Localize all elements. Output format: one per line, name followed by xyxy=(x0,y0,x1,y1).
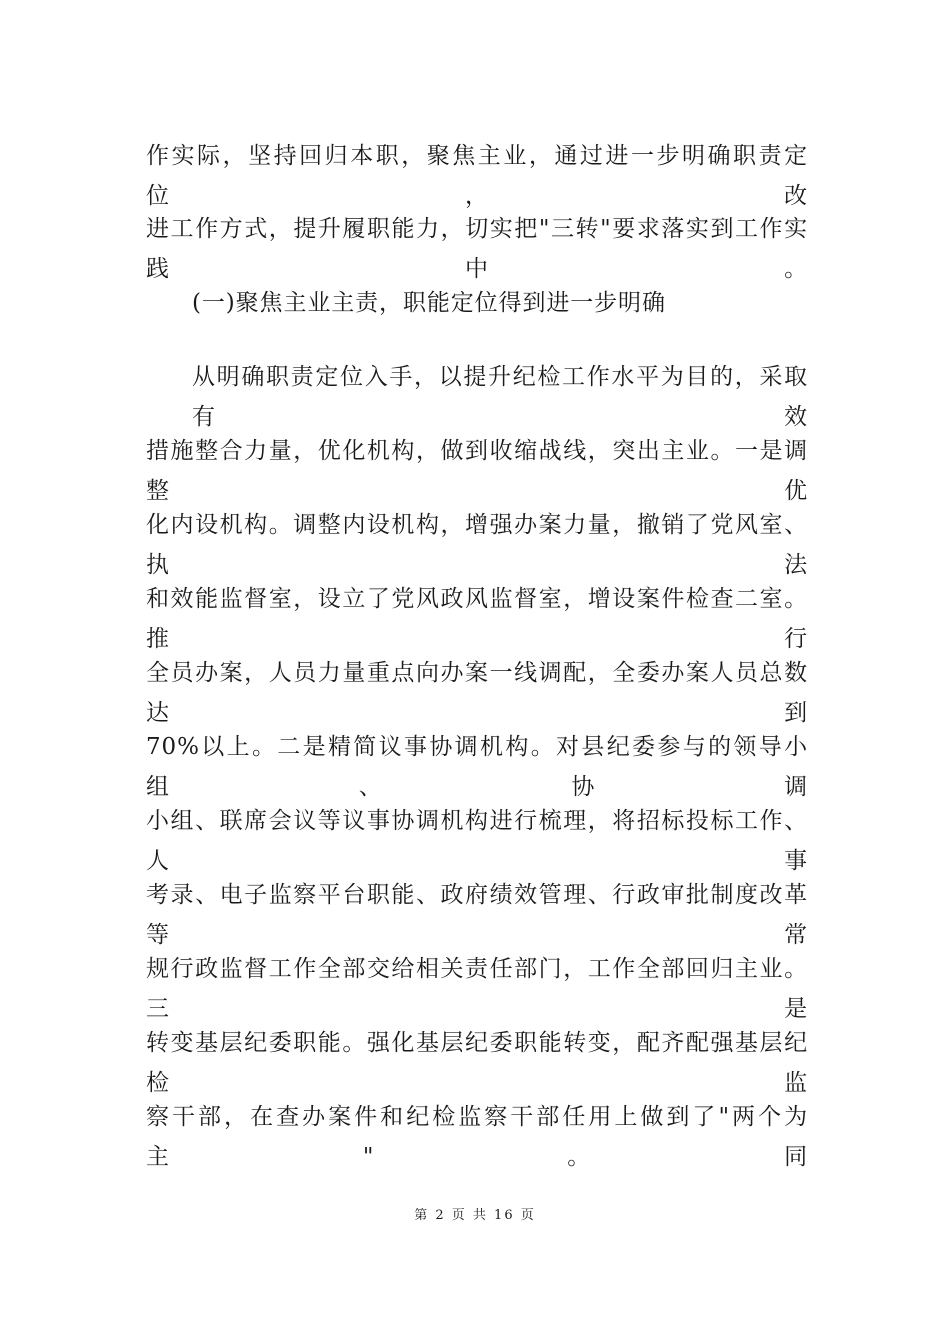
body-text-line: 作实际，坚持回归本职，聚焦主业，通过进一步明确职责定位，改 xyxy=(146,143,808,209)
body-text-line: 考录、电子监察平台职能、政府绩效管理、行政审批制度改革等常 xyxy=(146,882,808,948)
page-number-footer: 第 2 页 共 16 页 xyxy=(414,1208,536,1223)
section-heading: (一)聚焦主业主责，职能定位得到进一步明确 xyxy=(192,290,666,316)
body-text-line: 从明确职责定位入手，以提升纪检工作水平为目的，采取有效 xyxy=(192,364,808,430)
body-text-line: 化内设机构。调整内设机构，增强办案力量，撤销了党风室、执法 xyxy=(146,512,808,578)
body-text-line: 进工作方式，提升履职能力，切实把"三转"要求落实到工作实践中。 xyxy=(146,216,808,282)
body-text-line: 和效能监督室，设立了党风政风监督室，增设案件检查二室。推行 xyxy=(146,586,808,652)
body-text-line: 措施整合力量，优化机构，做到收缩战线，突出主业。一是调整优 xyxy=(146,438,808,504)
body-text-line: 全员办案，人员力量重点向办案一线调配，全委办案人员总数达到 xyxy=(146,660,808,726)
body-text-line: 转变基层纪委职能。强化基层纪委职能转变，配齐配强基层纪检监 xyxy=(146,1030,808,1096)
body-text-line: 察干部，在查办案件和纪检监察干部任用上做到了"两个为主"。同 xyxy=(146,1104,808,1170)
body-text-line: 规行政监督工作全部交给相关责任部门，工作全部回归主业。三是 xyxy=(146,956,808,1022)
body-text-line: 小组、联席会议等议事协调机构进行梳理，将招标投标工作、人事 xyxy=(146,808,808,874)
body-text-line: 70%以上。二是精简议事协调机构。对县纪委参与的领导小组、协调 xyxy=(146,734,808,800)
